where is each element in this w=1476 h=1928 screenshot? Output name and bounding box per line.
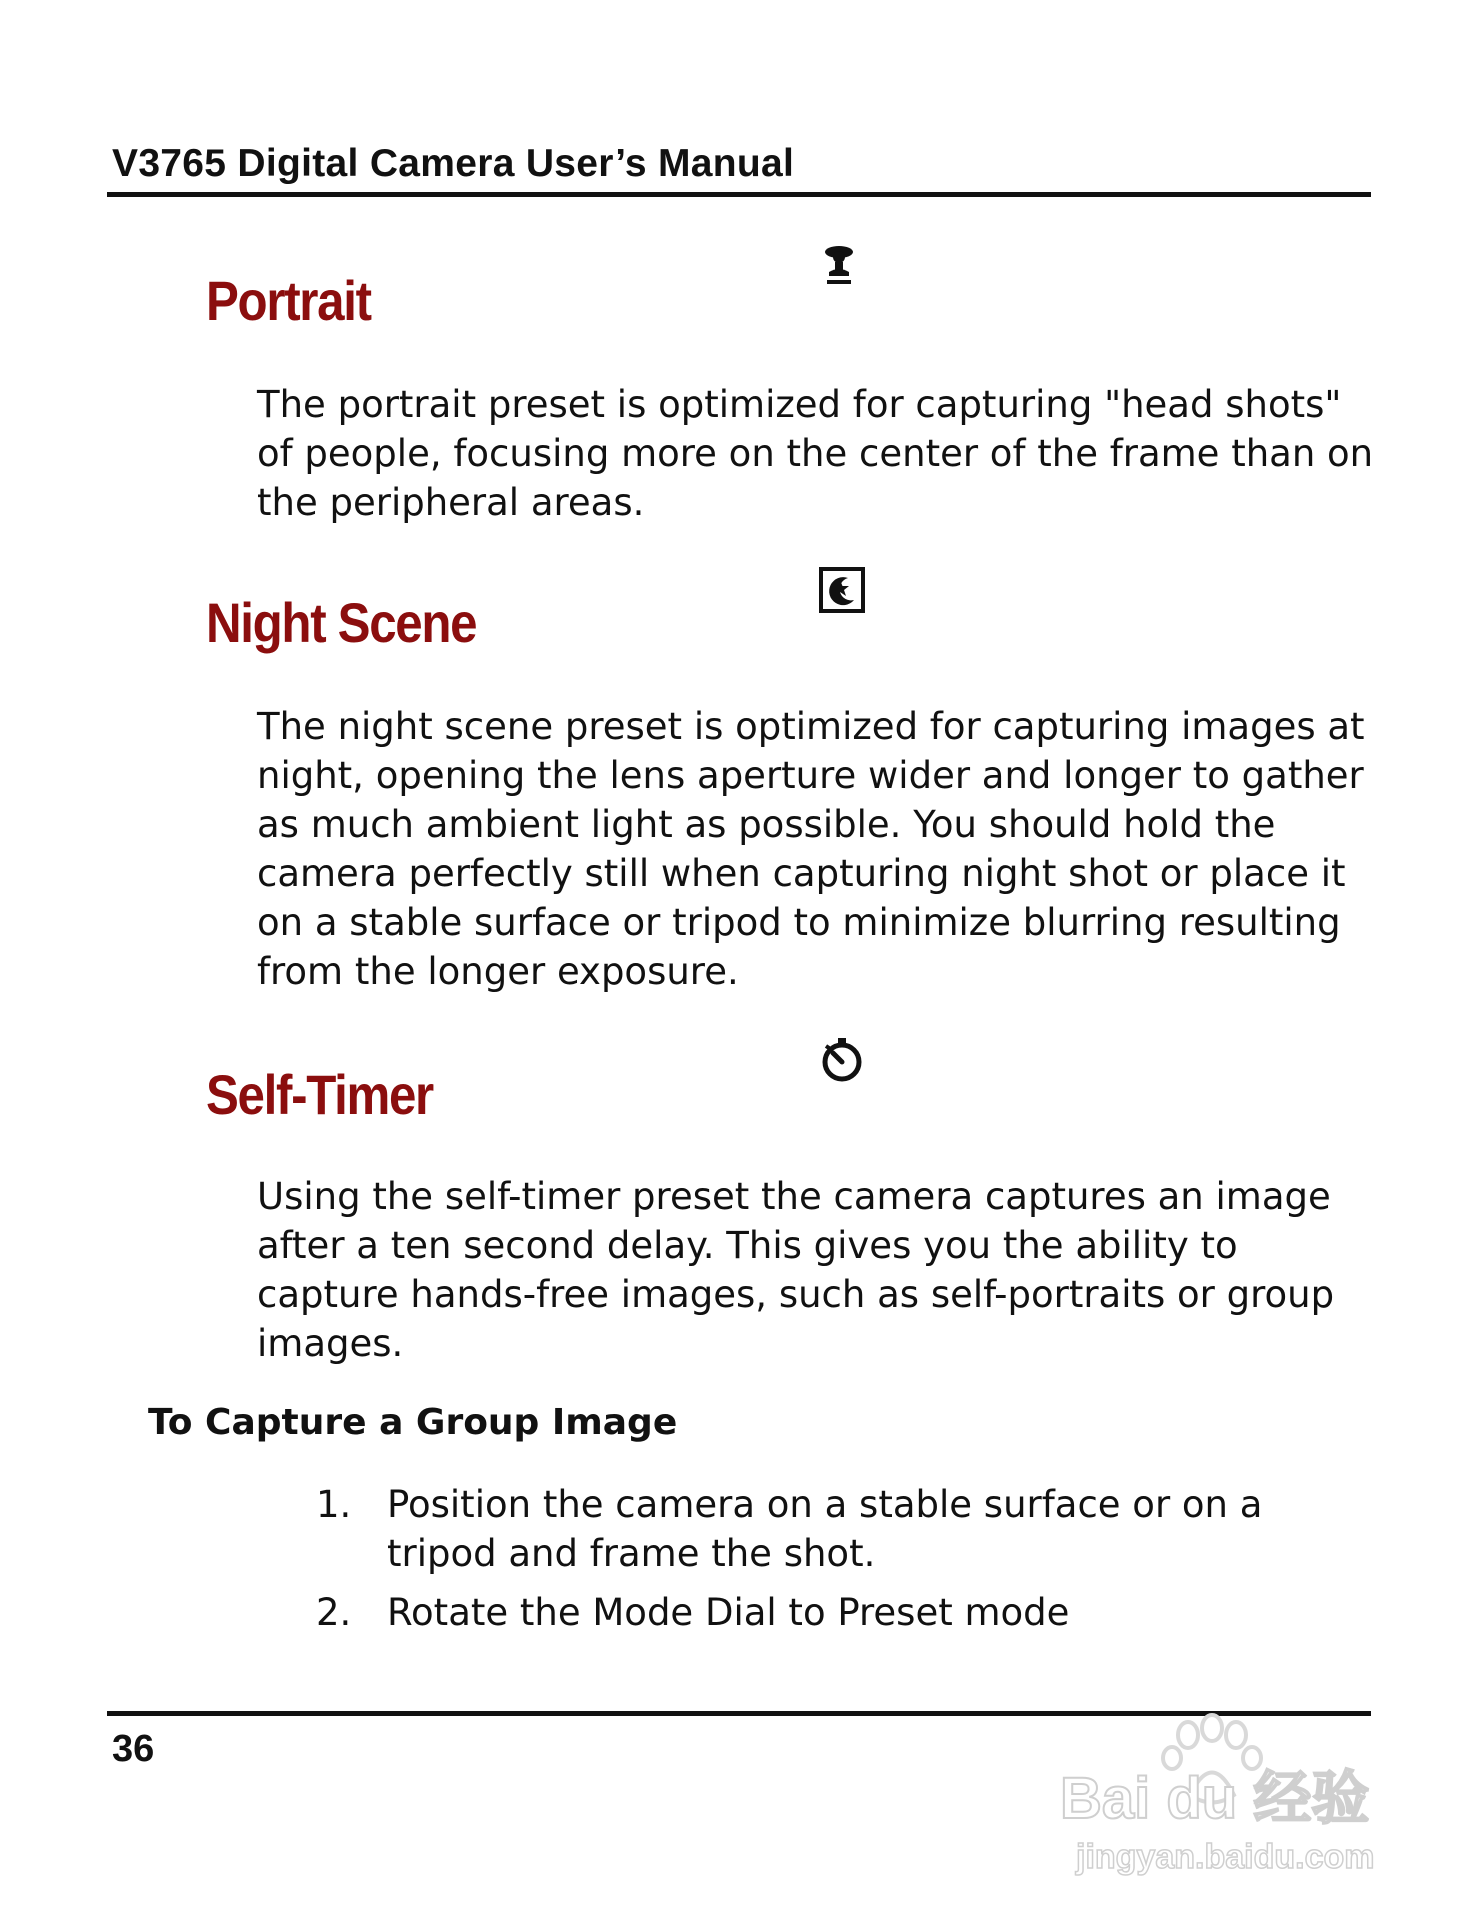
section-title-night-scene: Night Scene [206, 591, 477, 654]
section-body-portrait: The portrait preset is optimized for capturing "head shots" of people, focusing more on the center of the frame than on the peripheral areas. [257, 383, 1374, 524]
watermark-url: jingyan.baidu.com [1076, 1838, 1375, 1876]
night-scene-icon [818, 566, 866, 614]
self-timer-icon [818, 1036, 866, 1084]
step-text: Rotate the Mode Dial to Preset mode [387, 1591, 1070, 1634]
watermark-brand: Bai du 经验 [1060, 1766, 1370, 1831]
step-text: Position the camera on a stable surface or on a tripod and frame the shot. [387, 1483, 1263, 1575]
portrait-icon [815, 242, 863, 290]
step-number: 1. [316, 1483, 352, 1526]
section-body-self-timer: Using the self-timer preset the camera captures an image after a ten second delay. This gives you the ability to capture hands-free images, such as self-portraits or group images. [257, 1175, 1335, 1365]
section-title-portrait: Portrait [206, 269, 371, 332]
running-header: V3765 Digital Camera User’s Manual [112, 142, 795, 185]
step-number: 2. [316, 1591, 352, 1634]
section-title-self-timer: Self-Timer [206, 1063, 433, 1126]
page-number: 36 [112, 1728, 155, 1770]
header-rule [107, 192, 1371, 197]
section-body-night-scene: The night scene preset is optimized for capturing images at night, opening the lens aperture wider and longer to gather as much ambient light as possible. You should hold the camera perfectly still when capturing night shot or place it on a stable surface or tripod to minimize blurring resulting from the longer exposure. [257, 705, 1365, 993]
subsection-title: To Capture a Group Image [148, 1402, 678, 1443]
baidu-watermark [1040, 1700, 1400, 1880]
